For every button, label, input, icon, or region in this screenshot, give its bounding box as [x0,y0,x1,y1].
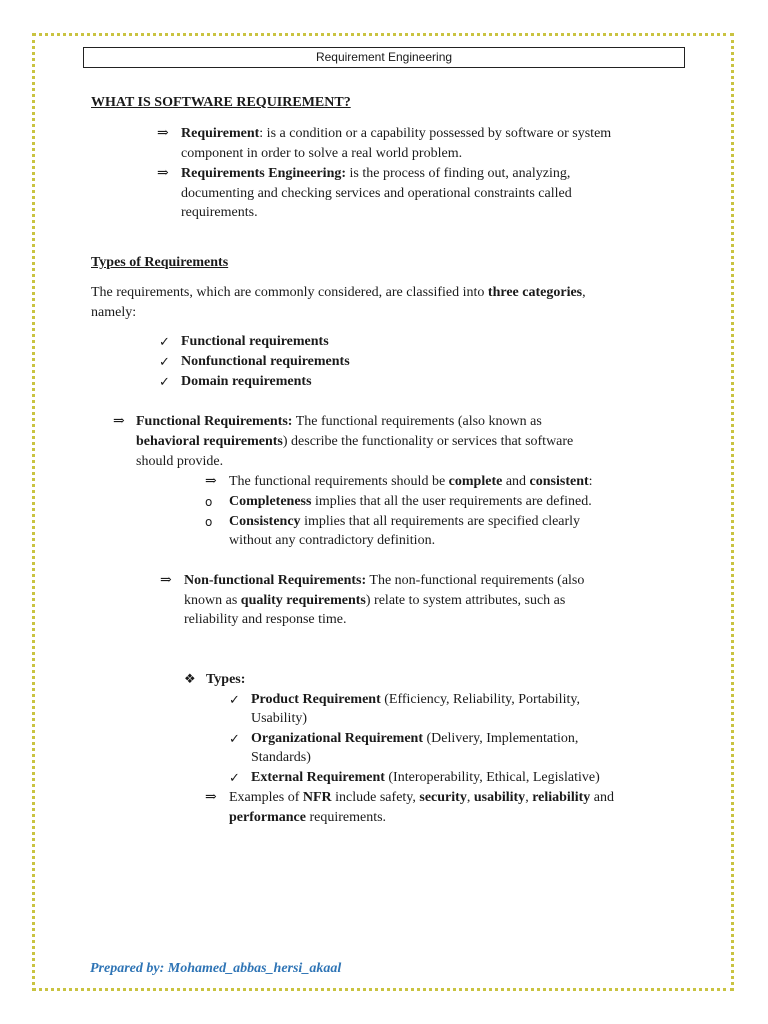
definition-requirements-engineering: Requirements Engineering: is the process of finding out, analyzing, [181,166,571,181]
types-label: Types: [206,672,246,687]
section-heading-software-requirement: WHAT IS SOFTWARE REQUIREMENT? [91,95,351,110]
document-header [83,47,685,68]
functional-criteria: The functional requirements should be complete and consistent: [229,474,593,489]
header-title: Requirement Engineering [315,50,453,64]
completeness-definition: Completeness implies that all the user requirements are defined. [229,494,592,509]
arrow-bullet-icon: ⇒ [157,126,169,141]
category-item: Domain requirements [181,374,312,389]
section-heading-types: Types of Requirements [91,255,229,270]
arrow-bullet-icon: ⇒ [157,166,169,181]
consistency-definition: Consistency implies that all requirements are specified clearly [229,514,581,529]
functional-definition-cont: should provide. [136,454,224,469]
nonfunctional-definition-cont: reliability and response time. [184,612,347,627]
category-item: Nonfunctional requirements [181,354,350,369]
nonfunctional-definition: Non-functional Requirements: The non-functional requirements (also [184,573,585,588]
checkmark-icon: ✓ [229,731,240,746]
category-item: Functional requirements [181,334,329,349]
definition-requirement: Requirement: is a condition or a capability possessed by software or system [181,126,612,141]
arrow-bullet-icon: ⇒ [113,414,125,429]
nfr-type-item: Organizational Requirement (Delivery, Implementation, [251,731,579,746]
arrow-bullet-icon: ⇒ [205,474,217,489]
functional-definition: Functional Requirements: The functional requirements (also known as [136,414,542,429]
nfr-type-item-cont: Standards) [251,750,311,765]
circle-bullet-icon: o [205,495,213,509]
definition-line: requirements. [181,205,258,220]
term-requirements-engineering: Requirements Engineering: [181,166,347,181]
checkmark-icon: ✓ [229,770,240,785]
checkmark-icon: ✓ [159,354,170,369]
nfr-examples-cont: performance requirements. [229,810,387,825]
functional-definition-cont: behavioral requirements) describe the functionality or services that software [136,434,574,449]
definition-requirement-cont: component in order to solve a real world problem. [181,146,463,161]
checkmark-icon: ✓ [159,374,170,389]
nfr-type-item-cont: Usability) [251,711,307,726]
types-intro: The requirements, which are commonly considered, are classified into three categories, [91,285,586,300]
footer-prepared-by: Prepared by: Mohamed_abbas_hersi_akaal [90,961,342,976]
checkmark-icon: ✓ [229,692,240,707]
circle-bullet-icon: o [205,515,213,529]
arrow-bullet-icon: ⇒ [160,573,172,588]
consistency-definition-cont: without any contradictory definition. [229,533,436,548]
checkmark-icon: ✓ [159,334,170,349]
arrow-bullet-icon: ⇒ [205,790,217,805]
nfr-examples: Examples of NFR include safety, security, usability, reliability and [229,790,614,805]
nfr-type-item: Product Requirement (Efficiency, Reliability, Portability, [251,692,580,707]
types-intro-cont: namely: [91,305,137,320]
definition-line: documenting and checking services and operational constraints called [181,186,572,201]
nfr-type-item: External Requirement (Interoperability, Ethical, Legislative) [251,770,600,785]
diamond-bullet-icon: ❖ [184,672,196,687]
nonfunctional-definition-cont: known as quality requirements) relate to system attributes, such as [184,593,566,608]
term-requirement: Requirement [181,126,260,141]
